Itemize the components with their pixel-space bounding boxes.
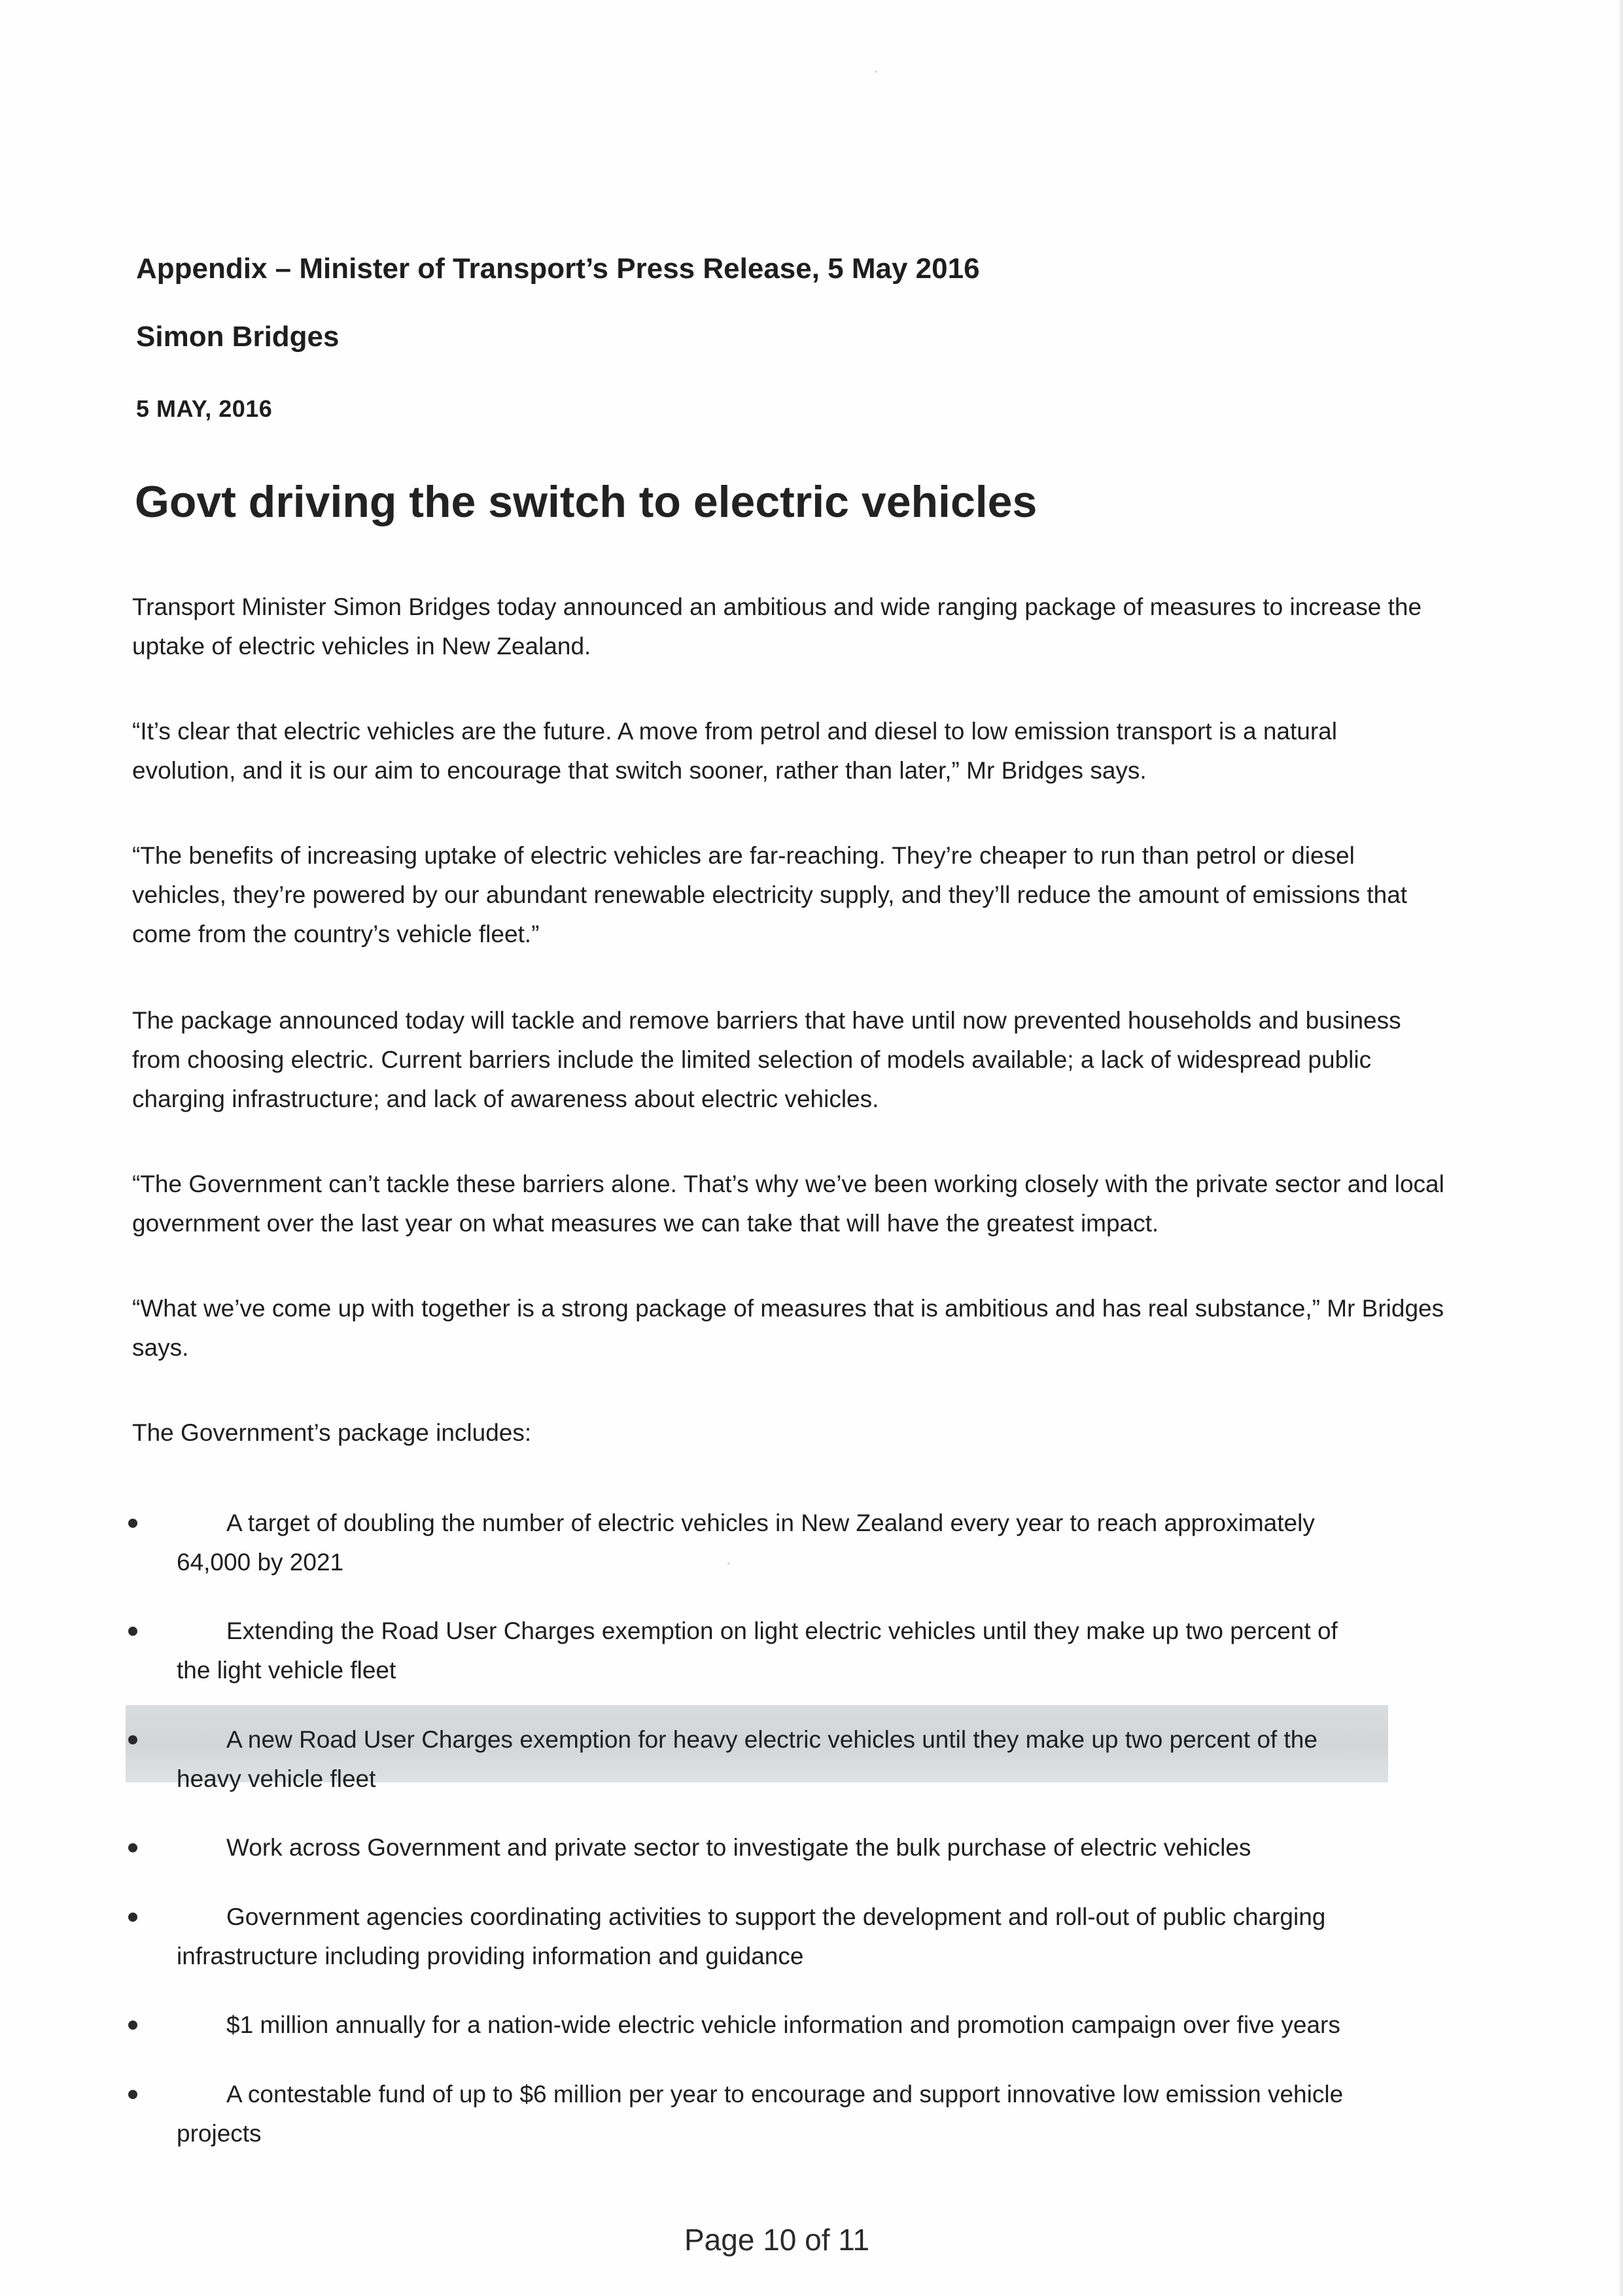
bullet-icon <box>128 1913 137 1922</box>
author-name: Simon Bridges <box>136 321 340 353</box>
bullet-text: A new Road User Charges exemption for heavy electric vehicles until they make up two percent of the <box>226 1726 1318 1753</box>
paragraph-quote-government: “The Government can’t tackle these barriers alone. That’s why we’ve been working closely with the private sector and local government over the last year on what measures we can take that will have the greatest impact. <box>132 1171 1444 1237</box>
bullet-text: Work across Government and private sector to investigate the bulk purchase of electric vehicles <box>226 1834 1251 1861</box>
bullet-icon <box>128 1843 137 1852</box>
bullet-text-cont: 64,000 by 2021 <box>177 1549 344 1576</box>
bullet-text: Government agencies coordinating activities to support the development and roll-out of public charging <box>226 1903 1326 1930</box>
paragraph-intro: Transport Minister Simon Bridges today announced an ambitious and wide ranging package of measures to increase the uptake of electric vehicles in New Zealand. <box>132 593 1422 660</box>
release-date: 5 MAY, 2016 <box>136 395 273 422</box>
paragraph-package-includes: The Government’s package includes: <box>132 1419 532 1446</box>
headline: Govt driving the switch to electric vehicles <box>135 477 1038 527</box>
bullet-text: A contestable fund of up to $6 million per year to encourage and support innovative low emission vehicle <box>226 2081 1344 2108</box>
bullet-text-cont: the light vehicle fleet <box>177 1657 396 1684</box>
bullet-text-cont: projects <box>177 2120 262 2147</box>
page-edge <box>1619 0 1623 2296</box>
bullet-icon <box>128 1519 137 1528</box>
bullet-icon <box>128 1627 137 1636</box>
paragraph-quote-package: “What we’ve come up with together is a strong package of measures that is ambitious and has real substance,” Mr Bridges says. <box>132 1295 1444 1361</box>
bullet-text-cont: heavy vehicle fleet <box>177 1765 376 1792</box>
bullet-icon <box>128 2090 137 2099</box>
bullet-icon <box>128 1735 137 1744</box>
bullet-icon <box>128 2021 137 2030</box>
paragraph-barriers: The package announced today will tackle and remove barriers that have until now prevented households and business from choosing electric. Current barriers include the limited selection of models available; a lack of widespread public charging infrastructure; and lack of awareness about electric vehicles. <box>132 1007 1401 1112</box>
appendix-title: Appendix – Minister of Transport’s Press Release, 5 May 2016 <box>136 253 980 285</box>
bullet-text: A target of doubling the number of electric vehicles in New Zealand every year to reach approximately <box>226 1510 1315 1536</box>
paragraph-quote-benefits: “The benefits of increasing uptake of electric vehicles are far-reaching. They’re cheaper to run than petrol or diesel vehicles, they’re powered by our abundant renewable electricity supply, and they’ll reduce the amount of emissions that come from the country’s vehicle fleet.” <box>132 842 1408 947</box>
bullet-text-cont: infrastructure including providing information and guidance <box>177 1943 804 1969</box>
bullet-text: $1 million annually for a nation-wide electric vehicle information and promotion campaign over five years <box>226 2011 1340 2038</box>
page-number: Page 10 of 11 <box>684 2223 870 2257</box>
paragraph-quote-future: “It’s clear that electric vehicles are the future. A move from petrol and diesel to low emission transport is a natural evolution, and it is our aim to encourage that switch sooner, rather than later,” Mr Bridges says. <box>132 718 1337 784</box>
scan-speck <box>875 71 877 73</box>
bullet-text: Extending the Road User Charges exemption on light electric vehicles until they make up two percent of <box>226 1617 1338 1644</box>
